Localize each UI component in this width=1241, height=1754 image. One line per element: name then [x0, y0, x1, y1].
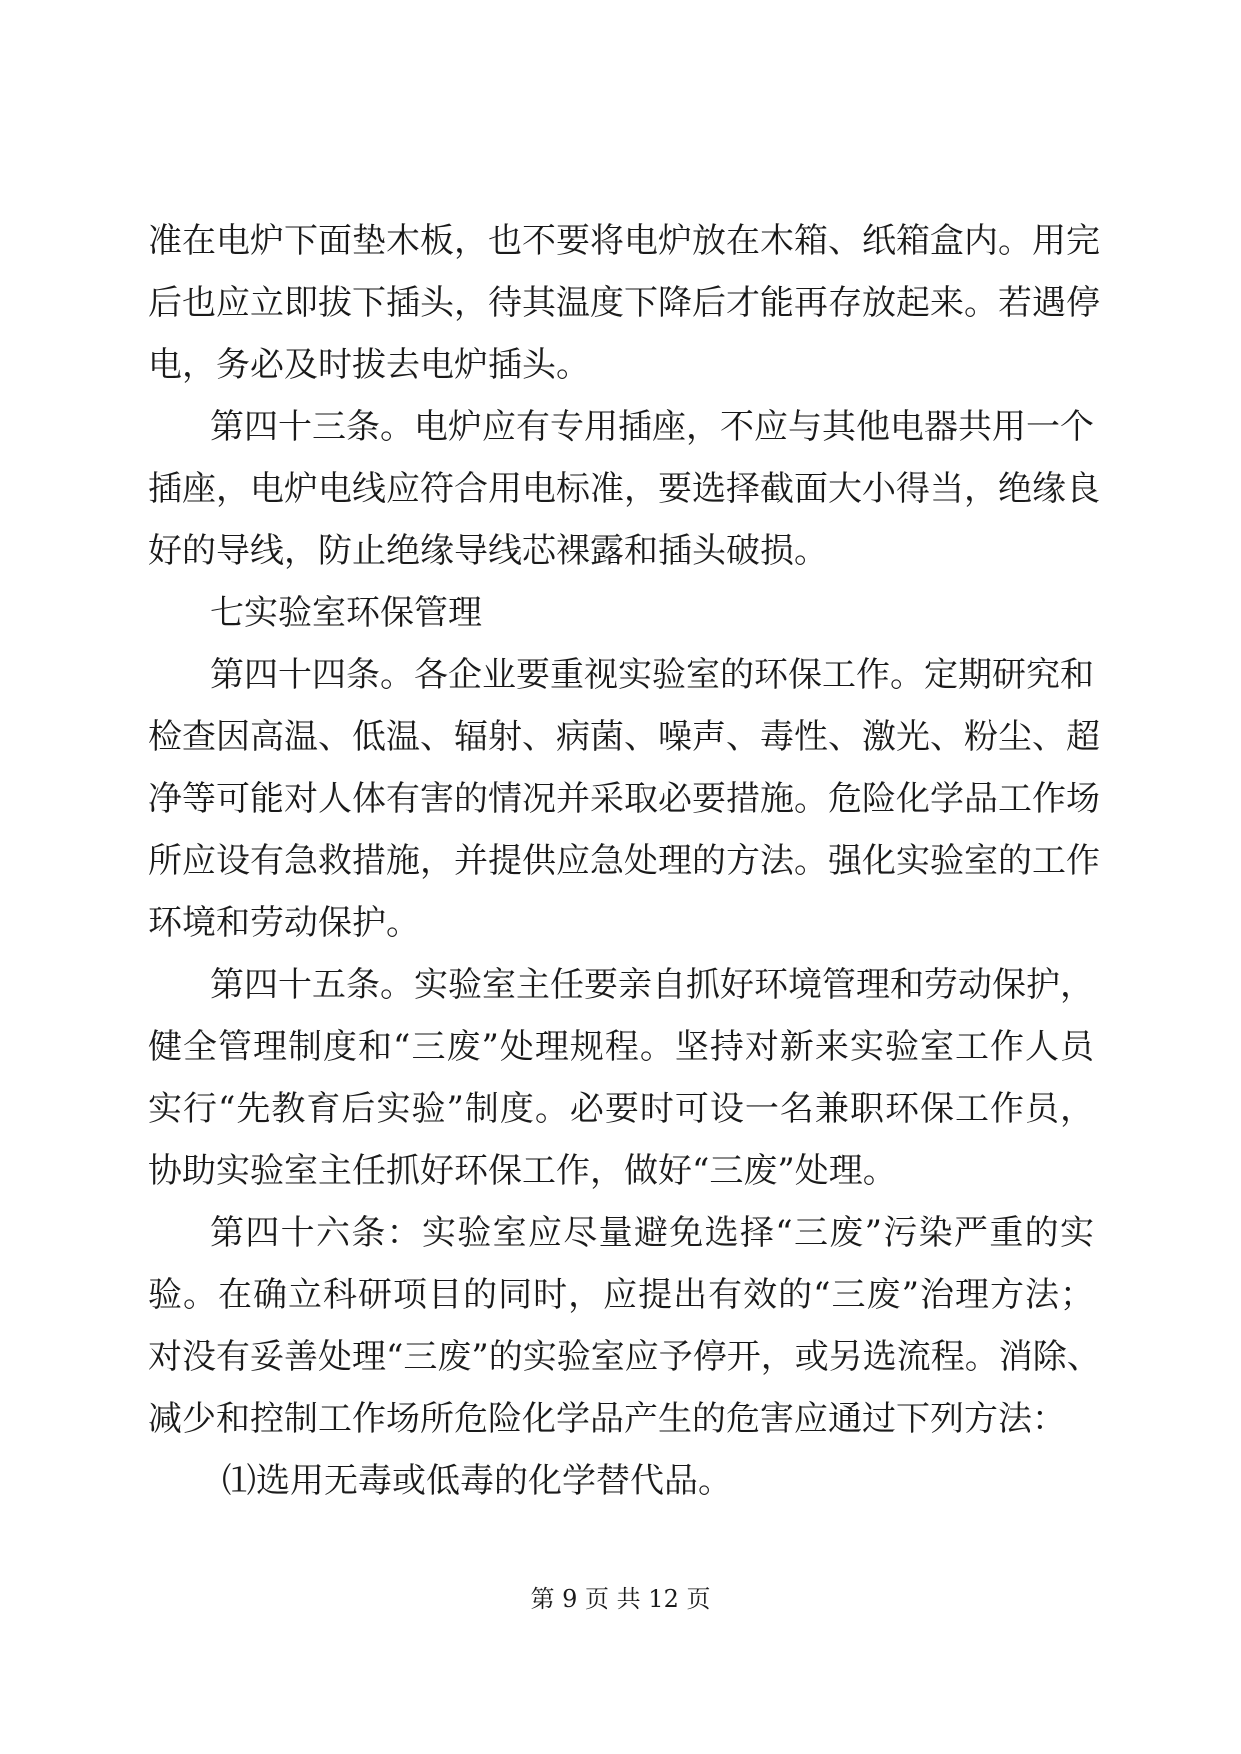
text-line: 电，务必及时拔去电炉插头。	[148, 345, 590, 385]
text-line: 健全管理制度和“三废”处理规程。坚持对新来实验室工作人员	[148, 1027, 1094, 1067]
text-line: 第四十三条。电炉应有专用插座，不应与其他电器共用一个	[210, 407, 1094, 447]
text-line: 第四十四条。各企业要重视实验室的环保工作。定期研究和	[210, 655, 1094, 695]
text-line: 第四十六条：实验室应尽量避免选择“三废”污染严重的实	[210, 1213, 1094, 1253]
text-line: 插座，电炉电线应符合用电标准，要选择截面大小得当，绝缘良	[148, 469, 1100, 509]
text-line: 环境和劳动保护。	[148, 903, 420, 943]
page-footer: 第 9 页 共 12 页	[530, 1585, 711, 1613]
list-item: ⑴选用无毒或低毒的化学替代品。	[222, 1461, 732, 1501]
text-line: 实行“先教育后实验”制度。必要时可设一名兼职环保工作员，	[148, 1089, 1094, 1129]
text-line: 减少和控制工作场所危险化学品产生的危害应通过下列方法：	[148, 1399, 1066, 1439]
text-line: 所应设有急救措施，并提供应急处理的方法。强化实验室的工作	[148, 841, 1100, 881]
text-line: 协助实验室主任抓好环保工作，做好“三废”处理。	[148, 1151, 897, 1191]
text-line: 第四十五条。实验室主任要亲自抓好环境管理和劳动保护，	[210, 965, 1094, 1005]
text-line: 好的导线，防止绝缘导线芯裸露和插头破损。	[148, 531, 828, 571]
text-line: 净等可能对人体有害的情况并采取必要措施。危险化学品工作场	[148, 779, 1100, 819]
section-heading: 七实验室环保管理	[210, 593, 482, 633]
text-line: 准在电炉下面垫木板，也不要将电炉放在木箱、纸箱盒内。用完	[148, 221, 1100, 261]
text-line: 后也应立即拔下插头，待其温度下降后才能再存放起来。若遇停	[148, 283, 1100, 323]
text-line: 检查因高温、低温、辐射、病菌、噪声、毒性、激光、粉尘、超	[148, 717, 1100, 757]
text-line: 对没有妥善处理“三废”的实验室应予停开，或另选流程。消除、	[148, 1337, 1101, 1377]
text-line: 验。在确立科研项目的同时，应提出有效的“三废”治理方法；	[148, 1275, 1094, 1315]
